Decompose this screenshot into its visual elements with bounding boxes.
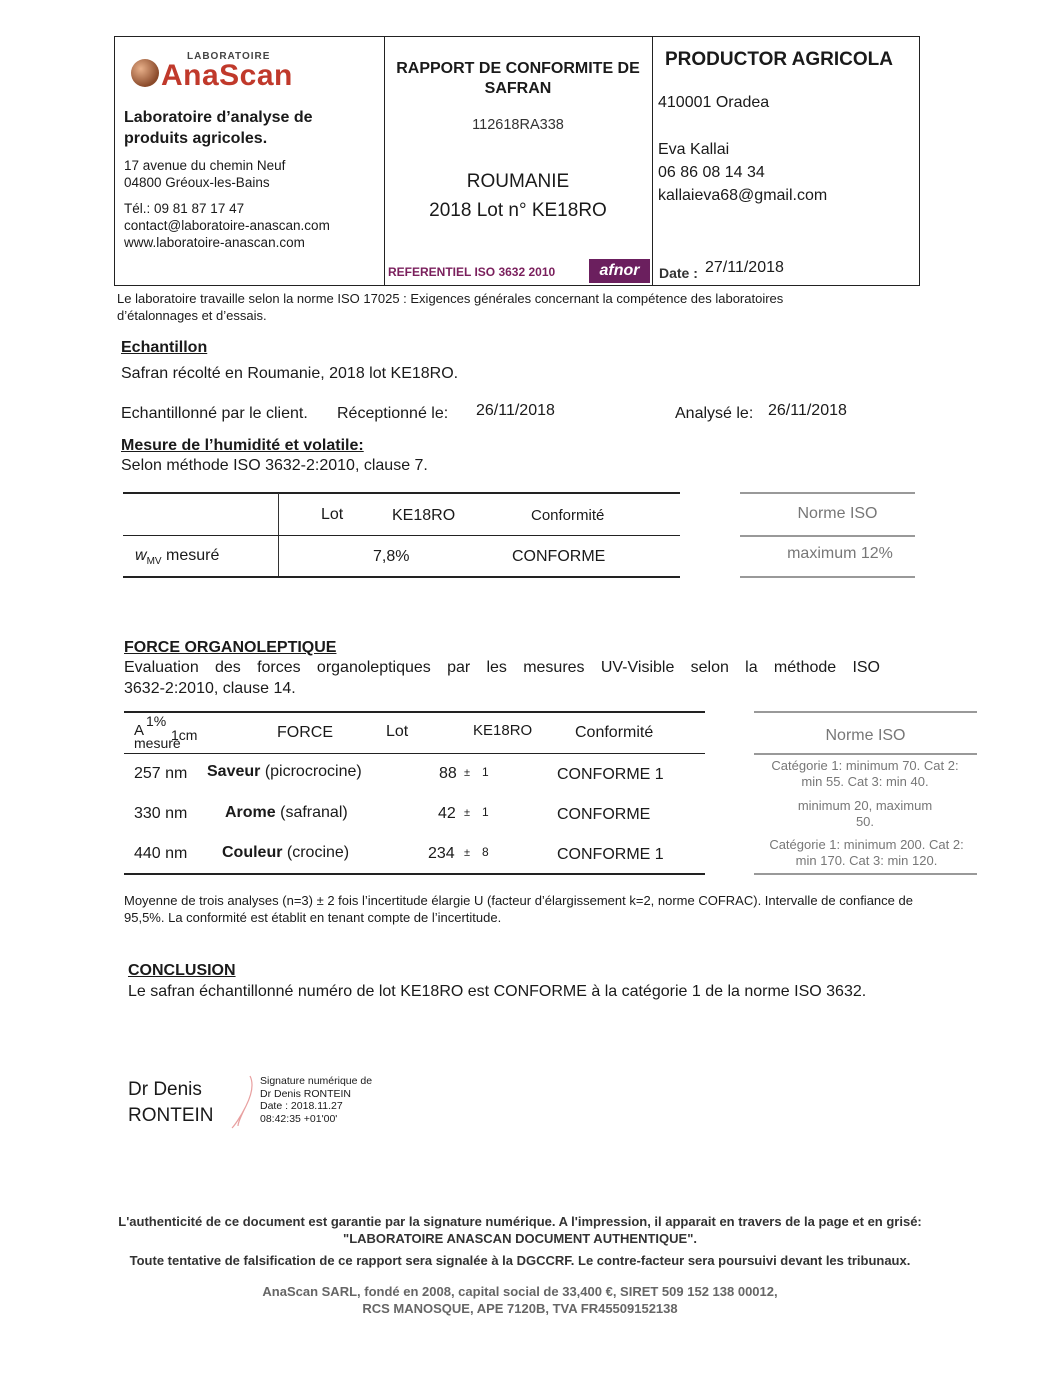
row-uncertainty: 8 [482,845,489,859]
report-number: 112618RA338 [472,117,564,133]
sample-desc-b: Roumanie, 2018 lot KE18RO. [247,365,459,382]
table-rule [124,711,705,713]
row-wavelength: 330 nm [134,805,188,822]
row-value: 234 [428,845,455,862]
absorbance-mesure: mesure [134,735,181,751]
analysed-label: Analysé le: [675,405,754,422]
table-rule [124,753,705,754]
sig-line: 08:42:35 +01'00' [260,1112,338,1125]
lab-title: Laboratoire d’analyse de produits agricoles. [124,109,313,147]
row-status: CONFORME 1 [557,766,664,783]
row-force-rest: (crocine) [282,844,350,861]
signatory-name [128,1077,214,1129]
force-desc: Evaluation des forces organoleptiques par les mesures UV-Visible selon la méthode ISO [124,659,880,676]
row-pm: ± [464,807,471,819]
col-lot-value: KE18RO [473,722,533,739]
producer-column [652,37,919,285]
iso-header: Norme ISO [825,727,906,744]
absorbance-sup: 1% [146,713,167,729]
iso-arome: minimum 20, maximum 50. [797,798,933,829]
report-origin [384,167,652,225]
afnor-logo: afnor [589,259,650,283]
signature-mark-icon [228,1072,260,1132]
row-status: CONFORME [557,806,651,823]
table-rule [123,576,680,578]
date-value: 27/11/2018 [705,259,784,276]
row-wavelength: 440 nm [134,845,188,862]
producer-city: 410001 Oradea [658,94,770,111]
wmv-subscript: MV [146,556,162,568]
report-title: RAPPORT DE CONFORMITE DE SAFRAN [396,60,640,97]
absorbance-a: A [134,722,145,739]
row-force-bold: Couleur [222,844,283,861]
norm-note: Le laboratoire travaille selon la norme ISO 17025 : Exigences générales concernant la compétence des laboratoires d’étalonnages et d’essais. [117,291,784,323]
iso-rule [754,873,977,875]
table-rule [123,492,680,494]
wmv-text: mesuré [161,547,220,564]
signatory-name-1: Dr Denis [128,1079,202,1100]
authenticity-line-2: "LABORATOIRE ANASCAN DOCUMENT AUTHENTIQUE". [343,1231,697,1246]
address-line: 17 avenue du chemin Neuf [124,158,286,173]
producer-email: kallaieva68@gmail.com [658,187,828,204]
section-title-force: FORCE ORGANOLEPTIQUE [124,639,337,656]
report-column [384,37,653,285]
lot-line: 2018 Lot n° KE18RO [429,200,607,221]
col-conformite: Conformité [531,507,605,524]
table-rule [123,535,680,536]
row-force [207,763,362,781]
iso-rule [754,753,977,755]
logo-text: AnaScan [161,59,293,92]
sample-desc-a: Safran récolté en [121,365,243,382]
conclusion-b: est CONFORME à la catégorie 1 de la norme ISO 3632. [467,983,867,1000]
producer-name: PRODUCTOR AGRICOLA [665,49,893,70]
col-force: FORCE [277,724,333,741]
company-info-1: AnaScan SARL, fondé en 2008, capital social de 33,400 €, SIRET 509 152 138 00012, [262,1284,778,1299]
anascan-logo-icon [131,59,159,87]
iso-humidity-value: maximum 12% [787,545,893,562]
company-info-2: RCS MANOSQUE, APE 7120B, TVA FR45509152138 [362,1301,678,1316]
sampled-by-client: Echantillonné par le client. [121,405,308,422]
force-desc-line-2: 3632-2:2010, clause 14. [124,680,296,697]
row-value: 88 [439,765,457,782]
iso-rule [740,492,915,494]
signatory-name-2: RONTEIN [128,1105,214,1126]
lab-address [124,157,379,191]
producer-phone: 06 86 08 14 34 [658,164,765,181]
address-line: 04800 Gréoux-les-Bains [124,175,270,190]
wmv-symbol: w [135,547,147,564]
humidity-method: Selon méthode ISO 3632-2:2010, clause 7. [121,457,428,474]
authenticity-line-1: L'authenticité de ce document est garantie par la signature numérique. A l'impression, il apparait en travers de la page et en grisé: [118,1214,922,1229]
lab-column [115,37,385,285]
row-pm: ± [464,847,471,859]
iso-header: Norme ISO [797,505,878,522]
col-conformite: Conformité [575,724,654,741]
lab-contact [124,200,379,251]
row-force-rest: (safranal) [275,804,348,821]
conclusion-text [128,983,866,1001]
logo-small-text: LABORATOIRE [187,51,271,62]
conclusion-a: Le safran échantillonné numéro de lot [128,983,396,1000]
row-wavelength: 257 nm [134,765,188,782]
col-lot: Lot [321,506,344,523]
sample-description [121,365,458,383]
phone: Tél.: 09 81 87 17 47 [124,201,245,216]
row-pm: ± [464,767,471,779]
col-lot-value: KE18RO [392,507,456,524]
received-label: Réceptionné le: [337,405,449,422]
row-status: CONFORME 1 [557,846,664,863]
section-title-humidite: Mesure de l’humidité et volatile: [121,437,364,454]
received-date: 26/11/2018 [476,402,555,419]
country: ROUMANIE [466,171,570,192]
row-force-bold: Arome [225,804,276,821]
date-label: Date : [659,265,698,281]
row-force-bold: Saveur [207,763,261,780]
falsification-warning: Toute tentative de falsification de ce rapport sera signalée à la DGCCRF. Le contre-facteur sera poursuivi devant les tribunaux. [129,1253,911,1268]
sig-line: Date : 2018.11.27 [260,1100,343,1112]
humidity-value: 7,8% [373,548,410,565]
website: www.laboratoire-anascan.com [124,235,305,250]
section-title-conclusion: CONCLUSION [128,962,236,979]
humidity-status: CONFORME [512,548,606,565]
row-force-rest: (picrocrocine) [260,763,362,780]
col-lot: Lot [386,723,409,740]
iso-rule [754,711,977,713]
table-rule [124,873,705,875]
row-value: 42 [438,805,456,822]
iso-rule [740,535,915,537]
wmv-label [135,547,219,567]
digital-signature [260,1075,372,1125]
iso-rule [740,576,915,578]
row-force [225,804,348,822]
producer-contact: Eva Kallai [658,141,730,158]
analysed-date: 26/11/2018 [768,402,847,419]
row-uncertainty: 1 [482,805,489,819]
report-header [114,36,920,286]
sig-line: Signature numérique de [260,1075,373,1087]
email: contact@laboratoire-anascan.com [124,218,330,233]
uncertainty-note: Moyenne de trois analyses (n=3) ± 2 fois l’incertitude élargie U (facteur d’élargissement k=2, norme COFRAC). Intervalle de confiance de 95,5%. La conformité est établit en tenant compte de l’incertitude. [124,893,913,925]
row-uncertainty: 1 [482,765,489,779]
iso-saveur: Catégorie 1: minimum 70. Cat 2: min 55. Cat 3: min 40. [771,758,959,789]
sig-line: Dr Denis RONTEIN [260,1087,352,1100]
section-title-echantillon: Echantillon [121,339,208,356]
row-force [222,844,349,862]
referentiel: REFERENTIEL ISO 3632 2010 [388,265,556,279]
iso-couleur: Catégorie 1: minimum 200. Cat 2: min 170. Cat 3: min 120. [769,837,964,868]
absorbance-sub: 1cm [171,727,198,743]
force-desc-line [124,659,880,680]
conclusion-lot: KE18RO [400,983,464,1000]
